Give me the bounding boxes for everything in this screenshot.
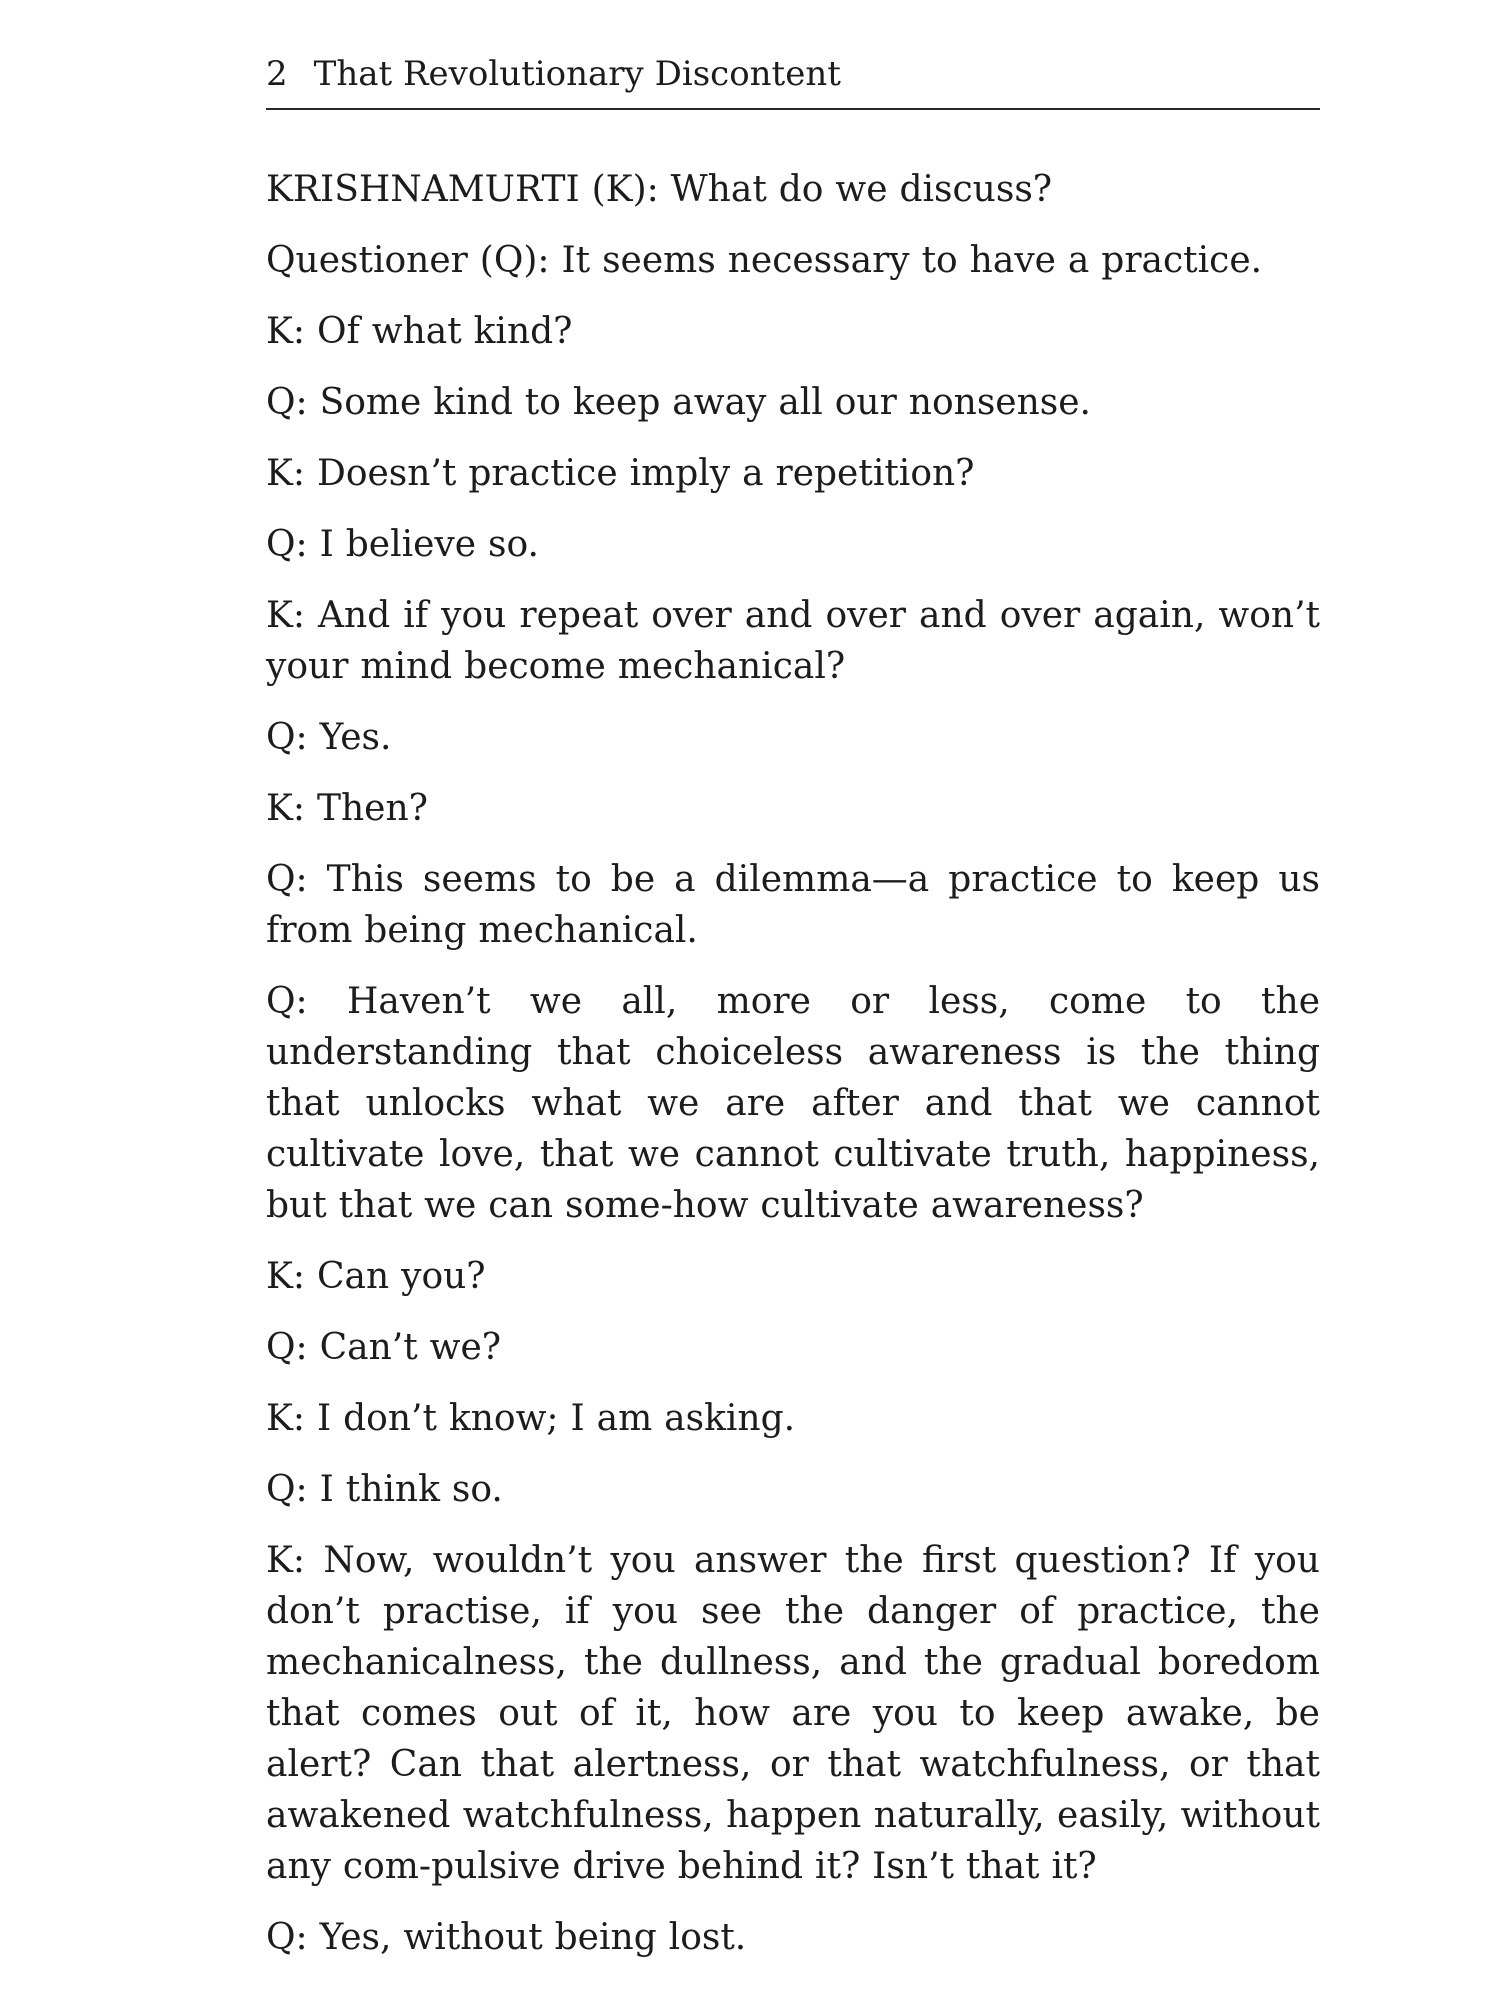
page-number: 2 bbox=[266, 54, 288, 94]
dialogue-paragraph: Q: This seems to be a dilemma—a practice to keep us from being mechanical. bbox=[266, 859, 1320, 951]
dialogue-paragraph: Q: Haven’t we all, more or less, come to the understanding that choiceless awareness is the thing that unlocks what we are after and that we cannot cultivate love, that we cannot cultivate truth, happiness, but that we can some-how cultivate awareness? bbox=[266, 981, 1320, 1226]
dialogue-paragraph: Q: I think so. bbox=[266, 1469, 503, 1510]
dialogue-paragraph: K: And if you repeat over and over and over again, won’t your mind become mechanical? bbox=[266, 595, 1320, 687]
dialogue-paragraph: Q: Some kind to keep away all our nonsense. bbox=[266, 382, 1092, 423]
dialogue-paragraph: Questioner (Q): It seems necessary to have a practice. bbox=[266, 240, 1263, 281]
dialogue-paragraph: K: Doesn’t practice imply a repetition? bbox=[266, 453, 975, 494]
dialogue-paragraph: KRISHNAMURTI (K): What do we discuss? bbox=[266, 169, 1053, 210]
dialogue-paragraph: K: Can you? bbox=[266, 1256, 486, 1297]
dialogue-paragraph: K: Of what kind? bbox=[266, 311, 573, 352]
book-page bbox=[266, 50, 1320, 1963]
dialogue-paragraph: K: Then? bbox=[266, 788, 428, 829]
dialogue-paragraph: Q: Yes. bbox=[266, 717, 392, 758]
dialogue-paragraph: Q: Can’t we? bbox=[266, 1327, 502, 1368]
dialogue-paragraph: Q: Yes, without being lost. bbox=[266, 1917, 747, 1958]
dialogue-paragraph: K: Now, wouldn’t you answer the first question? If you don’t practise, if you see the danger of practice, the mechanicalness, the dullness, and the gradual boredom that comes out of it, how are you to keep awake, be alert? Can that alertness, or that watchfulness, or that awakened watchfulness, happen naturally, easily, without any com-pulsive drive behind it? Isn’t that it? bbox=[266, 1540, 1320, 1887]
dialogue-paragraph: K: I don’t know; I am asking. bbox=[266, 1398, 796, 1439]
running-head-title: That Revolutionary Discontent bbox=[313, 54, 841, 94]
running-head bbox=[266, 50, 1320, 110]
dialogue-paragraph: Q: I believe so. bbox=[266, 524, 539, 565]
dialogue-text bbox=[266, 164, 1320, 1963]
